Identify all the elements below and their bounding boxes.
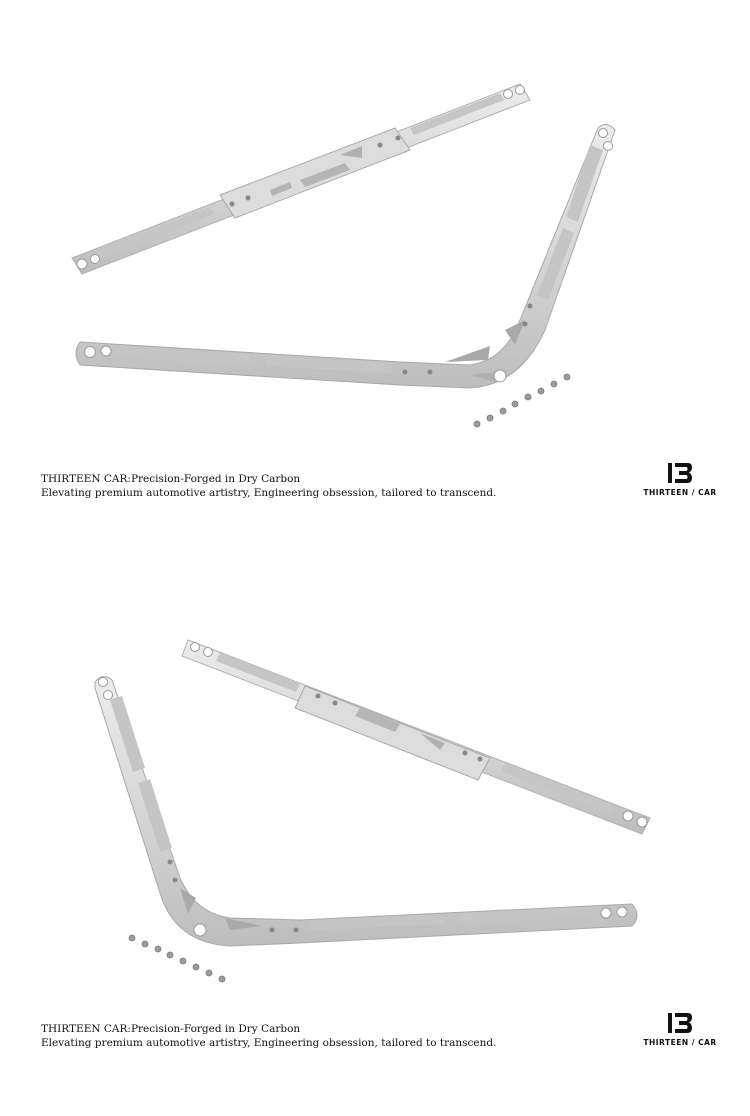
caption-title: THIRTEEN CAR:Precision-Forged in Dry Carbon	[41, 473, 301, 485]
brand-logo-bottom	[640, 1012, 720, 1047]
thirteen-logo-icon	[666, 462, 694, 484]
product-photo-top	[0, 0, 750, 460]
caption-bottom	[41, 1022, 601, 1050]
brand-name: THIRTEEN / CAR	[643, 1038, 717, 1047]
product-panel-bottom	[0, 558, 750, 1116]
caption-subtitle: Elevating premium automotive artistry, Engineering obsession, tailored to transcend.	[41, 487, 497, 499]
product-photo-bottom	[0, 558, 750, 1018]
straight-strut-bar	[182, 640, 650, 834]
caption-title: THIRTEEN CAR:Precision-Forged in Dry Carbon	[41, 1023, 301, 1035]
thirteen-logo-icon	[666, 1012, 694, 1034]
brand-logo-top	[640, 462, 720, 497]
straight-strut-bar	[72, 84, 530, 274]
caption-top	[41, 472, 601, 500]
brand-name: THIRTEEN / CAR	[643, 488, 717, 497]
caption-subtitle: Elevating premium automotive artistry, Engineering obsession, tailored to transcend.	[41, 1037, 497, 1049]
